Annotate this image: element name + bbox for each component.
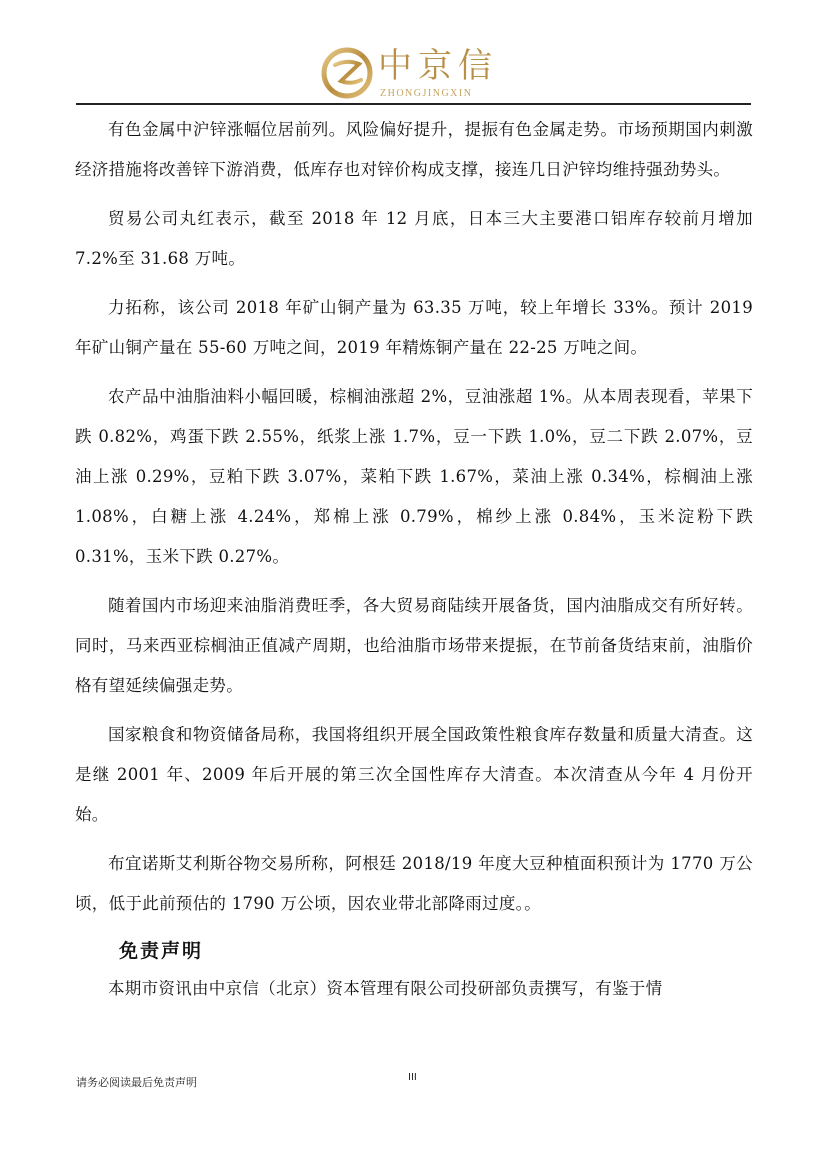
disclaimer-title: 免责声明 [119,940,204,962]
document-body [75,110,753,1018]
paragraph: 贸易公司丸红表示，截至 2018 年 12 月底，日本三大主要港口铝库存较前月增加 7.2%至 31.68 万吨。 [75,209,753,268]
paragraph: 农产品中油脂油料小幅回暖，棕榈油涨超 2%，豆油涨超 1%。从本周表现看，苹果下跌 0.82%，鸡蛋下跌 2.55%，纸浆上涨 1.7%，豆一下跌 1.0%，豆二下跌 2.07%，豆油上涨 0.29%，豆粕下跌 3.07%，菜粕下跌 1.67%，菜油上涨 0.34%，棕榈油上涨 1.08%，白糖上涨 4.24%，郑棉上涨 0.79%，棉纱上涨 0.84%，玉米淀粉下跌 0.31%，玉米下跌 0.27%。 [75,387,753,566]
gold-ring-logo-icon [321,47,373,99]
header-divider [76,103,751,105]
paragraph: 有色金属中沪锌涨幅位居前列。风险偏好提升，提振有色金属走势。市场预期国内刺激经济措施将改善锌下游消费，低库存也对锌价构成支撑，接连几日沪锌均维持强劲势头。 [75,120,753,179]
paragraph: 布宜诺斯艾利斯谷物交易所称，阿根廷 2018/19 年度大豆种植面积预计为 1770 万公顷，低于此前预估的 1790 万公顷，因农业带北部降雨过度。。 [75,854,753,913]
paragraph: 国家粮食和物资储备局称，我国将组织开展全国政策性粮食库存数量和质量大清查。这是继 2001 年、2009 年后开展的第三次全国性库存大清查。本次清查从今年 4 月份开始。 [75,725,753,824]
page-header [0,0,827,110]
paragraph: 力拓称，该公司 2018 年矿山铜产量为 63.35 万吨，较上年增长 33%。预计 2019 年矿山铜产量在 55-60 万吨之间，2019 年精炼铜产量在 22-25 万吨之间。 [75,298,753,357]
brand-name-cn: 中京信 [378,46,498,86]
paragraph: 随着国内市场迎来油脂消费旺季，各大贸易商陆续开展备货，国内油脂成交有所好转。同时，马来西亚棕榈油正值减产周期，也给油脂市场带来提振，在节前备货结束前，油脂价格有望延续偏强走势。 [75,596,753,695]
brand-name-en: ZHONGJINGXIN [380,88,473,99]
footer-note: 请务必阅读最后免责声明 [76,1076,197,1089]
page-number: III [408,1072,417,1083]
disclaimer-text: 本期市资讯由中京信（北京）资本管理有限公司投研部负责撰写，有鉴于情 [108,979,663,998]
